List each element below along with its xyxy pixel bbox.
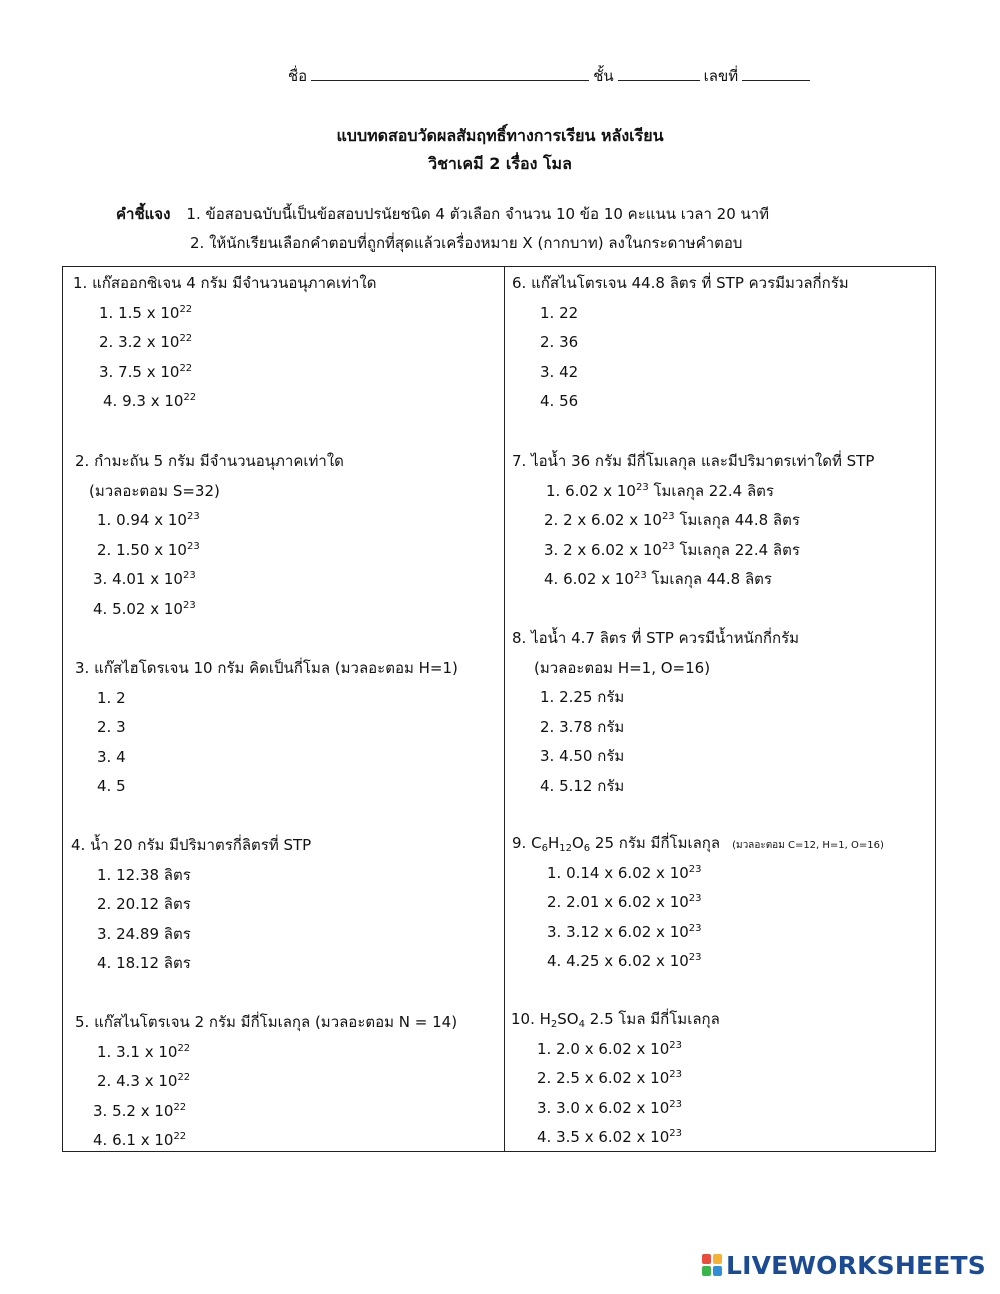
question-stem: 6. แก๊สไนโตรเจน 44.8 ลิตร ที่ STP ควรมีมวลกี่กรัม [512, 274, 849, 292]
liveworksheets-logo-text: LIVEWORKSHEETS [725, 1250, 986, 1280]
option-3[interactable]: 3. 3.0 x 6.02 x $10^{23}$ [537, 1098, 682, 1117]
option-2[interactable]: 2. 2 x 6.02 x $10^{23}$ โมเลกุล 44.8 ลิตร [544, 511, 800, 530]
option-3[interactable]: 3. 2 x 6.02 x $10^{23}$ โมเลกุล 22.4 ลิตร [544, 540, 800, 559]
option-2[interactable]: 2. 2.01 x 6.02 x $10^{23}$ [547, 893, 702, 912]
option-1[interactable]: 1. 6.02 x $10^{23}$ โมเลกุล 22.4 ลิตร [546, 481, 774, 500]
page-title: แบบทดสอบวัดผลสัมฤทธิ์ทางการเรียน หลังเรียน [336, 126, 664, 145]
option-2[interactable]: 2. 3.2 x $10^{22}$ [99, 333, 193, 352]
option-2[interactable]: 2. 3.78 กรัม [540, 717, 625, 736]
question-note: (มวลอะตอม S=32) [89, 481, 220, 500]
option-1[interactable]: 1. 1.5 x $10^{22}$ [99, 303, 193, 322]
instruction-1: 1. ข้อสอบฉบับนี้เป็นข้อสอบปรนัยชนิด 4 ตัวเลือก จำนวน 10 ข้อ 10 คะแนน เวลา 20 นาที [186, 205, 770, 223]
instructions-label: คำชี้แจง [116, 205, 171, 223]
question-7 [512, 447, 874, 595]
class-label: ชั้น [593, 67, 614, 85]
number-field[interactable] [742, 64, 810, 81]
question-1 [73, 269, 376, 417]
option-4[interactable]: 4. 5 [97, 777, 126, 796]
question-10 [511, 1005, 720, 1153]
option-1[interactable]: 1. 2.25 กรัม [540, 688, 625, 707]
option-4[interactable]: 4. 9.3 x $10^{22}$ [103, 392, 197, 411]
page-subtitle: วิชาเคมี 2 เรื่อง โมล [428, 154, 572, 173]
option-4[interactable]: 4. 56 [540, 392, 579, 411]
question-table [62, 266, 936, 1152]
option-3[interactable]: 3. 24.89 ลิตร [97, 924, 191, 943]
question-9 [512, 829, 884, 977]
option-2[interactable]: 2. 4.3 x $10^{22}$ [97, 1072, 191, 1091]
question-stem: 9. $C_6H_{12}O_6$ 25 กรัม มีกี่โมเลกุล (มวลอะตอม C=12, H=1, O=16) [512, 834, 884, 854]
option-3[interactable]: 3. 4.01 x $10^{23}$ [93, 570, 196, 589]
question-8 [512, 624, 799, 802]
question-note: (มวลอะตอม H=1, O=16) [534, 658, 711, 677]
column-divider [504, 267, 505, 1151]
liveworksheets-logo [702, 1252, 986, 1278]
question-stem: 1. แก๊สออกซิเจน 4 กรัม มีจำนวนอนุภาคเท่าใด [73, 274, 377, 292]
question-stem: 4. น้ำ 20 กรัม มีปริมาตรกี่ลิตรที่ STP [71, 836, 312, 854]
option-4[interactable]: 4. 3.5 x 6.02 x $10^{23}$ [537, 1128, 682, 1147]
option-2[interactable]: 2. 1.50 x $10^{23}$ [97, 540, 200, 559]
option-2[interactable]: 2. 2.5 x 6.02 x $10^{23}$ [537, 1069, 682, 1088]
option-1[interactable]: 1. 0.14 x 6.02 x $10^{23}$ [547, 863, 702, 882]
option-4[interactable]: 4. 6.02 x $10^{23}$ โมเลกุล 44.8 ลิตร [544, 570, 772, 589]
name-field[interactable] [311, 64, 589, 81]
student-info-line [288, 64, 848, 88]
option-4[interactable]: 4. 6.1 x $10^{22}$ [93, 1131, 187, 1150]
option-4[interactable]: 4. 4.25 x 6.02 x $10^{23}$ [547, 952, 702, 971]
question-note: (มวลอะตอม C=12, H=1, O=16) [732, 840, 884, 851]
option-1[interactable]: 1. 2 [97, 688, 126, 707]
option-3[interactable]: 3. 4 [97, 747, 126, 766]
number-label: เลขที่ [703, 67, 739, 85]
question-stem: 5. แก๊สไนโตรเจน 2 กรัม มีกี่โมเลกุล (มวลอะตอม N = 14) [75, 1013, 458, 1031]
question-4 [71, 831, 311, 979]
instruction-2: 2. ให้นักเรียนเลือกคำตอบที่ถูกที่สุดแล้วเครื่องหมาย X (กากบาท) ลงในกระดาษคำตอบ [190, 234, 743, 252]
question-6 [512, 269, 849, 417]
option-2[interactable]: 2. 3 [97, 718, 126, 737]
option-4[interactable]: 4. 18.12 ลิตร [97, 954, 191, 973]
question-stem: 3. แก๊สไฮโดรเจน 10 กรัม คิดเป็นกี่โมล (มวลอะตอม H=1) [75, 659, 458, 677]
option-1[interactable]: 1. 12.38 ลิตร [97, 865, 191, 884]
option-1[interactable]: 1. 0.94 x $10^{23}$ [97, 511, 200, 530]
option-4[interactable]: 4. 5.02 x $10^{23}$ [93, 599, 196, 618]
question-5 [75, 1008, 457, 1156]
option-3[interactable]: 3. 4.50 กรัม [540, 747, 625, 766]
question-stem: 8. ไอน้ำ 4.7 ลิตร ที่ STP ควรมีน้ำหนักกี่กรัม [512, 629, 800, 647]
instructions-line-1 [116, 202, 876, 226]
question-stem: 2. กำมะถัน 5 กรัม มีจำนวนอนุภาคเท่าใด [75, 452, 344, 470]
option-1[interactable]: 1. 3.1 x $10^{22}$ [97, 1042, 191, 1061]
name-label: ชื่อ [288, 67, 308, 85]
question-stem: 10. $H_2SO_4$ 2.5 โมล มีกี่โมเลกุล [511, 1010, 720, 1030]
option-3[interactable]: 3. 7.5 x $10^{22}$ [99, 362, 193, 381]
option-2[interactable]: 2. 36 [540, 333, 579, 352]
option-3[interactable]: 3. 42 [540, 362, 579, 381]
option-3[interactable]: 3. 3.12 x 6.02 x $10^{23}$ [547, 922, 702, 941]
option-2[interactable]: 2. 20.12 ลิตร [97, 895, 191, 914]
option-1[interactable]: 1. 22 [540, 303, 579, 322]
question-3 [75, 654, 458, 802]
class-field[interactable] [618, 64, 700, 81]
option-4[interactable]: 4. 5.12 กรัม [540, 776, 625, 795]
question-2 [75, 447, 344, 625]
option-1[interactable]: 1. 2.0 x 6.02 x $10^{23}$ [537, 1039, 682, 1058]
option-3[interactable]: 3. 5.2 x $10^{22}$ [93, 1101, 187, 1120]
question-stem: 7. ไอน้ำ 36 กรัม มีกี่โมเลกุล และมีปริมาตรเท่าใดที่ STP [512, 452, 875, 470]
liveworksheets-logo-icon [702, 1254, 722, 1276]
